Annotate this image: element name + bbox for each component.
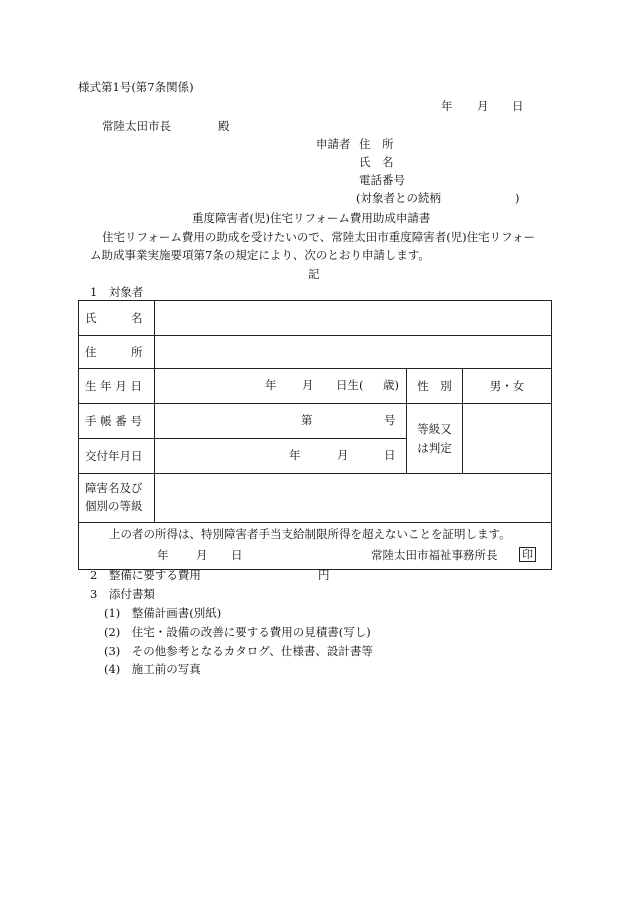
section1-heading: 1 対象者 bbox=[90, 285, 144, 299]
cert-year: 年 bbox=[157, 548, 169, 562]
date-day: 日 bbox=[512, 99, 524, 113]
applicant-relation-label: (対象者との続柄 bbox=[356, 191, 441, 205]
ki-heading: 記 bbox=[308, 267, 320, 281]
grade-label bbox=[407, 404, 463, 474]
row-handbook bbox=[79, 404, 552, 439]
issue-year: 年 bbox=[289, 448, 301, 462]
applicant-label: 申請者 bbox=[316, 137, 351, 151]
addressee-honorific: 殿 bbox=[218, 119, 230, 133]
applicant-phone-label: 電話番号 bbox=[359, 173, 405, 187]
date-year: 年 bbox=[441, 99, 453, 113]
address-field[interactable] bbox=[155, 336, 552, 369]
birth-day: 日生( bbox=[336, 378, 364, 392]
name-label: 氏 名 bbox=[79, 301, 155, 336]
birth-month: 月 bbox=[302, 378, 314, 392]
issue-date-field[interactable] bbox=[155, 439, 407, 474]
handbook-label: 手 帳 番 号 bbox=[79, 404, 155, 439]
handbook-field[interactable] bbox=[155, 404, 407, 439]
seal-mark: 印 bbox=[519, 547, 536, 562]
issue-day: 日 bbox=[384, 448, 396, 462]
name-field[interactable] bbox=[155, 301, 552, 336]
attachment-item: (2) 住宅・設備の改善に要する費用の見積書(写し) bbox=[104, 625, 371, 639]
cert-office: 常陸太田市福祉事務所長 bbox=[371, 548, 498, 562]
issue-month: 月 bbox=[337, 448, 349, 462]
disability-label-line2: 個別の等級 bbox=[85, 499, 143, 513]
grade-label-line2: は判定 bbox=[417, 440, 452, 455]
cert-month: 月 bbox=[196, 548, 208, 562]
body-text-line2: ム助成事業実施要項第7条の規定により、次のとおり申請します。 bbox=[90, 248, 430, 262]
certification-cell bbox=[79, 523, 552, 570]
birth-label: 生 年 月 日 bbox=[79, 369, 155, 404]
form-number: 様式第1号(第7条関係) bbox=[78, 80, 194, 94]
birth-year: 年 bbox=[265, 378, 277, 392]
sex-label: 性 別 bbox=[407, 369, 463, 404]
attachment-item: (4) 施工前の写真 bbox=[104, 662, 201, 676]
address-label: 住 所 bbox=[79, 336, 155, 369]
row-certification bbox=[79, 523, 552, 570]
handbook-dai: 第 bbox=[301, 413, 313, 427]
birth-field[interactable] bbox=[155, 369, 407, 404]
grade-label-line1: 等級又 bbox=[417, 422, 452, 437]
disability-field[interactable] bbox=[155, 474, 552, 523]
applicant-name-label: 氏 名 bbox=[359, 155, 394, 169]
addressee-name: 常陸太田市長 bbox=[102, 119, 171, 133]
cert-day: 日 bbox=[231, 548, 243, 562]
row-name bbox=[79, 301, 552, 336]
body-text-line1: 住宅リフォーム費用の助成を受けたいので、常陸太田市重度障害者(児)住宅リフォー bbox=[102, 230, 536, 244]
sex-value[interactable]: 男・女 bbox=[463, 369, 552, 404]
section3-heading: 3 添付書類 bbox=[90, 587, 155, 601]
certification-text: 上の者の所得は、特別障害者手当支給制限所得を超えないことを証明します。 bbox=[109, 527, 511, 541]
handbook-go: 号 bbox=[384, 413, 396, 427]
attachment-item: (3) その他参考となるカタログ、仕様書、設計書等 bbox=[104, 644, 373, 658]
disability-label-line1: 障害名及び bbox=[85, 481, 143, 496]
document-title: 重度障害者(児)住宅リフォーム費用助成申請書 bbox=[192, 211, 431, 225]
issue-date-label: 交付年月日 bbox=[79, 439, 155, 474]
applicant-table bbox=[78, 300, 552, 570]
section2-unit: 円 bbox=[318, 568, 330, 582]
row-address bbox=[79, 336, 552, 369]
section2-label: 2 整備に要する費用 bbox=[90, 568, 201, 582]
row-disability bbox=[79, 474, 552, 523]
attachment-item: (1) 整備計画書(別紙) bbox=[104, 606, 222, 620]
applicant-relation-close: ) bbox=[515, 191, 520, 205]
applicant-address-label: 住 所 bbox=[359, 137, 394, 151]
date-month: 月 bbox=[477, 99, 489, 113]
grade-field[interactable] bbox=[463, 404, 552, 474]
disability-label bbox=[79, 474, 155, 523]
birth-age: 歳) bbox=[383, 378, 399, 392]
row-birth bbox=[79, 369, 552, 404]
